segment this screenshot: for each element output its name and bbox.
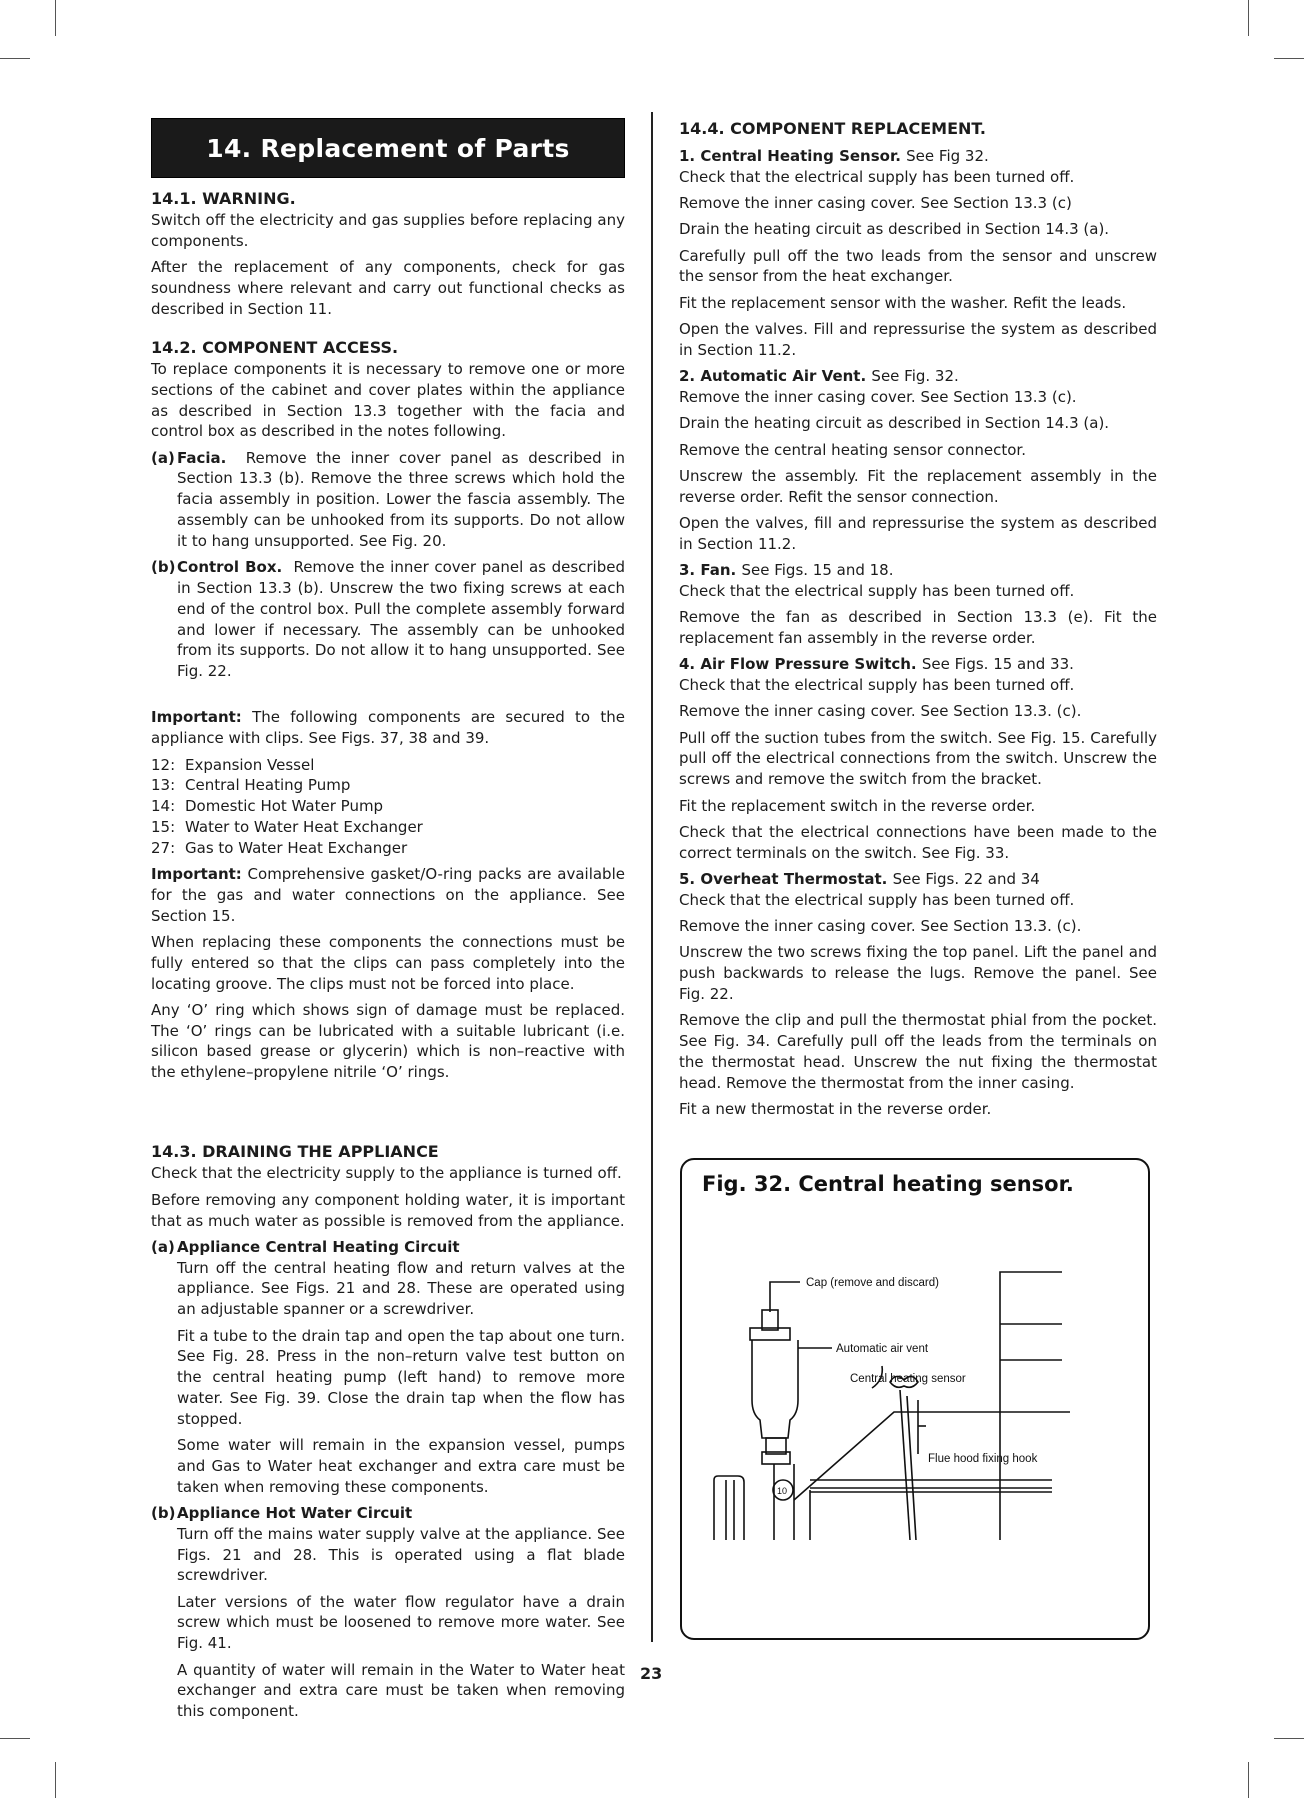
vent-cap bbox=[762, 1310, 778, 1330]
clips-text: When replacing these components the connections must be fully entered so that the clips can pass completely into the locating groove. The clips must not be forced into place. bbox=[151, 932, 625, 993]
step: Drain the heating circuit as described in Section 14.3 (a). bbox=[679, 220, 1110, 239]
list-item: 15: Water to Water Heat Exchanger bbox=[151, 817, 423, 836]
important-gaskets: Important: Comprehensive gasket/O-ring packs are available for the gas and water connections on the appliance. See Section 15. bbox=[151, 865, 625, 925]
parts-list bbox=[151, 755, 625, 859]
step: Fit the replacement switch in the reverse order. bbox=[679, 796, 1036, 815]
important-label: Important: bbox=[151, 865, 242, 884]
crop-mark bbox=[1248, 1762, 1249, 1798]
figure-central-heating-sensor bbox=[680, 1158, 1150, 1640]
heading-draining: 14.3. DRAINING THE APPLIANCE bbox=[151, 1142, 439, 1162]
sensor-diagram bbox=[682, 1160, 1152, 1642]
draining-text: Check that the electricity supply to the appliance is turned off. bbox=[151, 1164, 622, 1183]
step: Remove the inner casing cover. See Section 13.3 (c) bbox=[679, 194, 1072, 213]
orings-text: Any ‘O’ ring which shows sign of damage must be replaced. The ‘O’ rings can be lubricated with a suitable lubricant (i.e. silicon based grease or glycerin) which is non–reactive with the ethylene–propylene nitrile ‘O’ rings. bbox=[151, 1000, 625, 1082]
important-clips: Important: The following components are secured to the appliance with clips. See Figs. 37, 38 and 39. bbox=[151, 708, 625, 748]
list-item: 27: Gas to Water Heat Exchanger bbox=[151, 838, 408, 857]
label-cap: Cap (remove and discard) bbox=[806, 1277, 939, 1289]
list-item: 12: Expansion Vessel bbox=[151, 755, 315, 774]
item-title: Appliance Hot Water Circuit bbox=[177, 1503, 413, 1522]
component-title: 1. Central Heating Sensor. See Fig 32. bbox=[679, 147, 989, 165]
crop-mark bbox=[1274, 58, 1304, 59]
component-title: 3. Fan. See Figs. 15 and 18. bbox=[679, 561, 894, 580]
step: Pull off the suction tubes from the switch. See Fig. 15. Carefully pull off the electrical connections from the switch. Unscrew the screws and remove the switch from the bracket. bbox=[679, 728, 1157, 789]
crop-mark bbox=[1248, 0, 1249, 36]
item-title: Facia. bbox=[177, 448, 227, 467]
draining-text-2: Before removing any component holding water, it is important that as much water as possible is removed from the appliance. bbox=[151, 1190, 625, 1230]
draining-item-central-heating: (a) Appliance Central Heating Circuit Turn off the central heating flow and return valves at the appliance. See Figs. 21 and 28. These are operated using an adjustable spanner or a screwdriver. Fit a tube to the drain tap and open the tap about one turn. See Fig. 28. Press in the non–return valve test button on the central heating pump (left hand) to remove more water. See Fig. 39. Close the drain tap when the flow has stopped. Some water will remain in the expansion vessel, pumps and Gas to Water heat exchanger and extra care must be taken when removing these components. bbox=[151, 1237, 625, 1496]
item-label: (a) bbox=[151, 448, 175, 467]
left-pipe bbox=[714, 1476, 744, 1540]
cap-leader bbox=[770, 1282, 800, 1312]
draining-item-hot-water: (b) Appliance Hot Water Circuit Turn off the mains water supply valve at the appliance. See Figs. 21 and 28. This is operated using a flat blade screwdriver. Later versions of the water flow regulator have a drain screw which must be loosened to remove more water. See Fig. 41. A quantity of water will remain in the Water to Water heat exchanger and extra care must be taken when removing this component. bbox=[151, 1503, 625, 1721]
crop-mark bbox=[1274, 1738, 1304, 1739]
figure-title: Fig. 32. Central heating sensor. bbox=[702, 1172, 1074, 1196]
access-intro: To replace components it is necessary to remove one or more sections of the cabinet and cover plates within the appliance as described in Section 13.3 together with the facia and control box as described in the notes following. bbox=[151, 359, 625, 441]
step: Fit a new thermostat in the reverse order. bbox=[679, 1099, 992, 1118]
heading-component-access: 14.2. COMPONENT ACCESS. bbox=[151, 337, 399, 357]
step: Open the valves. Fill and repressurise the system as described in Section 11.2. bbox=[679, 320, 1157, 359]
right-column bbox=[679, 118, 1157, 1125]
component-title: 4. Air Flow Pressure Switch. See Figs. 15 and 33. bbox=[679, 655, 1074, 674]
access-item-facia bbox=[151, 448, 625, 552]
list-item: 13: Central Heating Pump bbox=[151, 776, 351, 795]
access-item-control-box bbox=[151, 557, 625, 682]
important-label: Important: bbox=[151, 708, 242, 727]
step: Remove the central heating sensor connector. bbox=[679, 440, 1026, 459]
item-label: (b) bbox=[151, 558, 176, 577]
item-label: (a) bbox=[151, 1237, 175, 1256]
step: Remove the inner casing cover. See Section 13.3. (c). bbox=[679, 702, 1082, 721]
step: Remove the inner casing cover. See Section 13.3 (c). bbox=[679, 387, 1077, 406]
label-vent: Automatic air vent bbox=[836, 1343, 929, 1355]
item-title: Control Box. bbox=[177, 558, 283, 577]
step: Check that the electrical supply has been turned off. bbox=[679, 890, 1075, 909]
component-title: 5. Overheat Thermostat. See Figs. 22 and 34 bbox=[679, 869, 1040, 888]
item-label: (b) bbox=[151, 1503, 176, 1522]
right-housing bbox=[1000, 1272, 1062, 1540]
step: Fit the replacement sensor with the washer. Refit the leads. bbox=[679, 293, 1127, 312]
left-column bbox=[151, 118, 625, 1727]
step: Unscrew the two screws fixing the top panel. Lift the panel and push backwards to release the lugs. Remove the panel. See Fig. 22. bbox=[679, 943, 1157, 1003]
warning-text-2: After the replacement of any components, check for gas soundness where relevant and carry out functional checks as described in Section 11. bbox=[151, 258, 625, 318]
step: Remove the fan as described in Section 13.3 (e). Fit the replacement fan assembly in the reverse order. bbox=[679, 608, 1157, 647]
vent-body bbox=[752, 1340, 798, 1438]
main-pipe bbox=[774, 1464, 794, 1540]
section-banner: 14. Replacement of Parts bbox=[151, 118, 625, 178]
crop-mark bbox=[0, 1738, 30, 1739]
step: Check that the electrical supply has been turned off. bbox=[679, 676, 1075, 695]
step: Remove the inner casing cover. See Section 13.3. (c). bbox=[679, 917, 1082, 935]
step: Carefully pull off the two leads from the sensor and unscrew the sensor from the heat exchanger. bbox=[679, 246, 1157, 286]
crop-mark bbox=[55, 0, 56, 36]
step: Check that the electrical supply has been turned off. bbox=[679, 581, 1075, 600]
step: Remove the clip and pull the thermostat phial from the pocket. See Fig. 34. Carefully pull off the leads from the terminals on the thermostat head. Unscrew the nut fixing the thermostat head. Remove the thermostat from the inner casing. bbox=[679, 1011, 1157, 1092]
crop-mark bbox=[0, 58, 30, 59]
warning-text: Switch off the electricity and gas supplies before replacing any components. bbox=[151, 211, 625, 250]
heading-warning: 14.1. WARNING. bbox=[151, 189, 296, 208]
item-text: Remove the inner cover panel as described in Section 13.3 (b). Remove the three screws which hold the facia assembly in position. Lower the fascia assembly. The assembly can be unhooked from its supports. Do not allow it to hang unsupported. See Fig. 20. bbox=[177, 448, 625, 550]
component-title: 2. Automatic Air Vent. See Fig. 32. bbox=[679, 367, 959, 386]
step: Unscrew the assembly. Fit the replacement assembly in the reverse order. Refit the sensor connection. bbox=[679, 466, 1157, 506]
crop-mark bbox=[55, 1762, 56, 1798]
label-sensor: Central heating sensor bbox=[850, 1373, 966, 1385]
callout-number: 10 bbox=[777, 1486, 788, 1496]
step: Open the valves, fill and repressurise the system as described in Section 11.2. bbox=[679, 513, 1157, 553]
step: Drain the heating circuit as described in Section 14.3 (a). bbox=[679, 414, 1110, 433]
list-item: 14: Domestic Hot Water Pump bbox=[151, 797, 384, 816]
item-text: Remove the inner cover panel as described in Section 13.3 (b). Unscrew the two fixing screws at each end of the control box. Pull the complete assembly forward and lower if necessary. The assembly can be unhooked from its supports. Do not allow it to hang unsupported. See Fig. 22. bbox=[177, 558, 625, 681]
column-divider bbox=[651, 112, 653, 1642]
heading-component-replacement: 14.4. COMPONENT REPLACEMENT. bbox=[679, 119, 986, 138]
step: Check that the electrical connections have been made to the correct terminals on the switch. See Fig. 33. bbox=[679, 822, 1157, 862]
item-title: Appliance Central Heating Circuit bbox=[177, 1237, 460, 1256]
page-number: 23 bbox=[640, 1664, 663, 1683]
label-hook: Flue hood fixing hook bbox=[928, 1453, 1038, 1465]
step: Check that the electrical supply has been turned off. bbox=[679, 167, 1075, 186]
